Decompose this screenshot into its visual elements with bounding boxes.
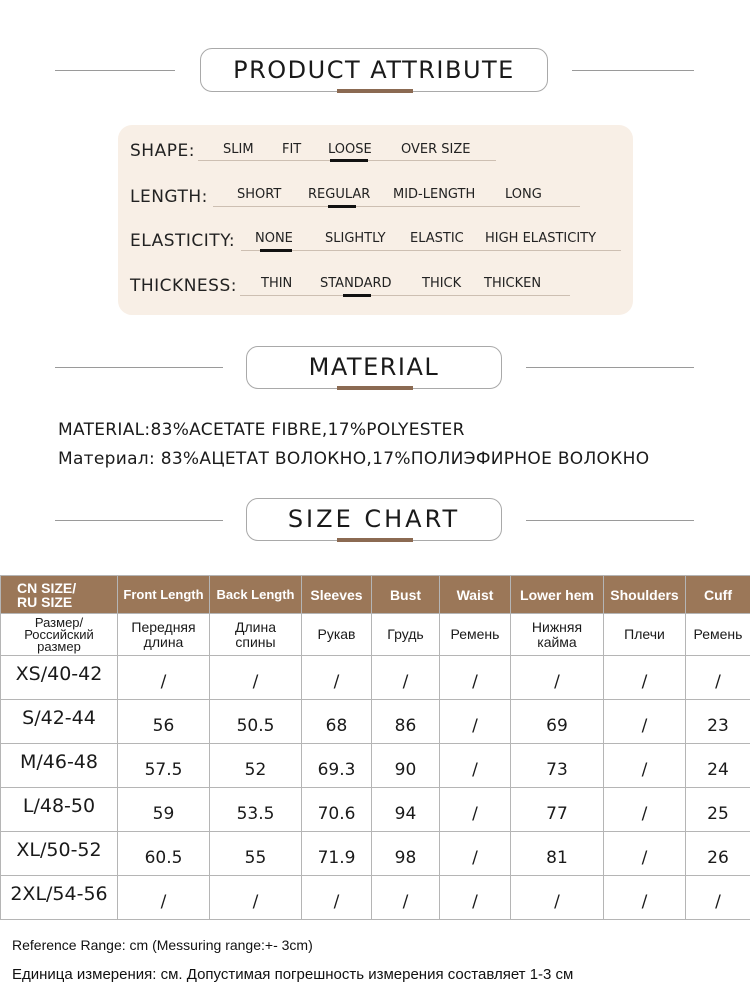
size-chart-title: SIZE CHART — [287, 505, 461, 533]
table-cell: 50.5 — [210, 700, 302, 744]
divider-line-left — [55, 520, 223, 521]
table-cell: / — [604, 832, 686, 876]
product-attribute-title: PRODUCT ATTRIBUTE — [233, 56, 515, 84]
attr-name-shape: SHAPE: — [130, 141, 195, 161]
table-cell: / — [302, 876, 372, 920]
table-row — [1, 700, 750, 744]
table-cell: 56 — [118, 700, 210, 744]
table-cell: 23 — [686, 700, 750, 744]
table-header-cell: Нижняя кайма — [511, 614, 604, 656]
table-cell: 24 — [686, 744, 750, 788]
size-label-cell: M/46-48 — [1, 744, 118, 788]
product-attribute-underline — [337, 89, 413, 93]
table-header-cell: Размер/ Российский размер — [1, 614, 118, 656]
attr-option: SLIM — [223, 142, 254, 157]
table-header-cell: Shoulders — [604, 576, 686, 614]
table-header-cell: Bust — [372, 576, 440, 614]
material-text-en: MATERIAL:83%ACETATE FIBRE,17%POLYESTER — [58, 420, 465, 440]
table-header-cell: Ремень — [686, 614, 750, 656]
size-table — [0, 575, 750, 920]
table-row — [1, 876, 750, 920]
size-label-cell: L/48-50 — [1, 788, 118, 832]
size-label-cell: XL/50-52 — [1, 832, 118, 876]
size-chart-title-box — [246, 498, 502, 541]
table-header-cell: Sleeves — [302, 576, 372, 614]
table-cell: / — [604, 788, 686, 832]
table-cell: / — [604, 744, 686, 788]
material-title-box — [246, 346, 502, 389]
attr-option: THICK — [422, 276, 462, 291]
table-header-cell: Рукав — [302, 614, 372, 656]
divider-line-left — [55, 367, 223, 368]
table-cell: / — [210, 656, 302, 700]
table-header-cell: Грудь — [372, 614, 440, 656]
attr-name-thickness: THICKNESS: — [130, 276, 237, 296]
table-cell: 86 — [372, 700, 440, 744]
attr-option: SHORT — [237, 187, 282, 202]
table-header-row-ru — [1, 614, 750, 656]
reference-note-ru: Единица измерения: см. Допустимая погрешность измерения составляет 1-3 см — [12, 966, 574, 983]
selected-marker — [330, 159, 368, 162]
attribute-panel — [118, 125, 633, 315]
table-cell: / — [604, 876, 686, 920]
material-text-ru: Материал: 83%АЦЕТАТ ВОЛОКНО,17%ПОЛИЭФИРНОЕ ВОЛОКНО — [58, 449, 650, 469]
attr-option: THICKEN — [484, 276, 542, 291]
material-underline — [337, 386, 413, 390]
divider-line-right — [572, 70, 694, 71]
table-cell: / — [372, 656, 440, 700]
table-cell: / — [210, 876, 302, 920]
attr-option: ELASTIC — [410, 231, 464, 246]
table-cell: / — [440, 788, 511, 832]
table-cell: / — [604, 700, 686, 744]
table-cell: 73 — [511, 744, 604, 788]
table-cell: / — [511, 656, 604, 700]
attr-row-line — [241, 250, 621, 251]
attr-name-elasticity: ELASTICITY: — [130, 231, 236, 251]
attr-option: THIN — [261, 276, 293, 291]
table-cell: 53.5 — [210, 788, 302, 832]
table-cell: 70.6 — [302, 788, 372, 832]
table-cell: / — [604, 656, 686, 700]
table-cell: 57.5 — [118, 744, 210, 788]
attr-name-length: LENGTH: — [130, 187, 208, 207]
table-row — [1, 744, 750, 788]
size-label-cell: XS/40-42 — [1, 656, 118, 700]
divider-line-left — [55, 70, 175, 71]
table-cell: / — [686, 876, 750, 920]
reference-note-en: Reference Range: cm (Messuring range:+- 3cm) — [12, 937, 313, 953]
table-cell: / — [440, 744, 511, 788]
attr-option-selected: STANDARD — [320, 276, 392, 291]
table-cell: / — [440, 700, 511, 744]
attr-option: HIGH ELASTICITY — [485, 231, 597, 246]
attr-option: OVER SIZE — [401, 142, 471, 157]
table-cell: 60.5 — [118, 832, 210, 876]
table-header-cell: Waist — [440, 576, 511, 614]
table-row — [1, 656, 750, 700]
table-cell: / — [118, 656, 210, 700]
attr-option-selected: NONE — [255, 231, 293, 246]
table-cell: 26 — [686, 832, 750, 876]
table-cell: / — [686, 656, 750, 700]
table-row — [1, 832, 750, 876]
table-cell: / — [302, 656, 372, 700]
attr-row-line — [213, 206, 580, 207]
table-cell: 55 — [210, 832, 302, 876]
table-cell: 69.3 — [302, 744, 372, 788]
table-cell: 59 — [118, 788, 210, 832]
size-label-cell: 2XL/54-56 — [1, 876, 118, 920]
table-cell: / — [440, 876, 511, 920]
table-cell: 77 — [511, 788, 604, 832]
table-cell: / — [511, 876, 604, 920]
attr-option-selected: LOOSE — [328, 142, 372, 157]
attr-option-selected: REGULAR — [308, 187, 371, 202]
attr-option: LONG — [505, 187, 542, 202]
selected-marker — [343, 294, 371, 297]
material-title: MATERIAL — [308, 353, 440, 381]
table-header-cell: Cuff — [686, 576, 750, 614]
divider-line-right — [526, 520, 694, 521]
attr-option: SLIGHTLY — [325, 231, 386, 246]
table-cell: 98 — [372, 832, 440, 876]
table-cell: 90 — [372, 744, 440, 788]
attr-option: MID-LENGTH — [393, 187, 476, 202]
product-attribute-title-box — [200, 48, 548, 92]
table-header-cell: Front Length — [118, 576, 210, 614]
table-body — [1, 656, 750, 920]
size-label-cell: S/42-44 — [1, 700, 118, 744]
table-cell: 68 — [302, 700, 372, 744]
table-header-cell: Ремень — [440, 614, 511, 656]
table-cell: / — [440, 832, 511, 876]
table-cell: 25 — [686, 788, 750, 832]
table-header-cell: Передняя длина — [118, 614, 210, 656]
table-header-cell: Плечи — [604, 614, 686, 656]
table-cell: 81 — [511, 832, 604, 876]
table-cell: / — [440, 656, 511, 700]
table-cell: 69 — [511, 700, 604, 744]
table-cell: / — [118, 876, 210, 920]
table-header-cell: Длина спины — [210, 614, 302, 656]
size-chart-underline — [337, 538, 413, 542]
table-cell: 52 — [210, 744, 302, 788]
table-cell: / — [372, 876, 440, 920]
table-row — [1, 788, 750, 832]
selected-marker — [260, 249, 292, 252]
attr-row-line — [240, 295, 570, 296]
table-header-cell: Lower hem — [511, 576, 604, 614]
table-cell: 71.9 — [302, 832, 372, 876]
table-header-cell: Back Length — [210, 576, 302, 614]
table-cell: 94 — [372, 788, 440, 832]
table-header-cell: CN SIZE/ RU SIZE — [1, 576, 118, 614]
divider-line-right — [526, 367, 694, 368]
table-header-row-en — [1, 576, 750, 614]
attr-option: FIT — [282, 142, 302, 157]
selected-marker — [328, 205, 356, 208]
